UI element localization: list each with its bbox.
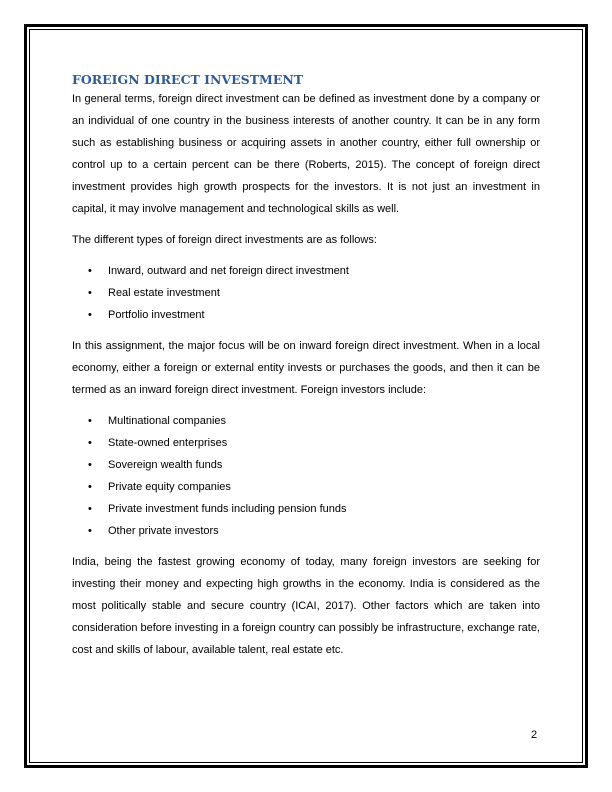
types-list [72, 260, 540, 326]
investors-list [72, 410, 540, 542]
list-item: • State-owned enterprises [72, 432, 540, 454]
list-item: • Inward, outward and net foreign direct investment [72, 260, 540, 282]
paragraph-inward-focus: In this assignment, the major focus will be on inward foreign direct investment. When in a local economy, either a foreign or external entity invests or purchases the goods, and then it can be termed as an inward foreign direct investment. Foreign investors include: [72, 340, 540, 396]
bullet-icon: • [88, 503, 92, 515]
bullet-icon: • [88, 525, 92, 537]
bullet-icon: • [88, 415, 92, 427]
bullet-icon: • [88, 287, 92, 299]
page-number: 2 [531, 729, 538, 741]
bullet-icon: • [88, 309, 92, 321]
bullet-icon: • [88, 265, 92, 277]
document-body [72, 72, 540, 661]
bullet-icon: • [88, 459, 92, 471]
list-item: • Portfolio investment [72, 304, 540, 326]
paragraph-definition: In general terms, foreign direct investment can be defined as investment done by a company or an individual of one country in the business interests of another country. It can be in any form such as establishing business or acquiring assets in another country, either full ownership or control up to a certain percent can be there (Roberts, 2015). The concept of foreign direct investment provides high growth prospects for the investors. It is not just an investment in capital, it may involve management and technological skills as well. [72, 93, 540, 215]
paragraph-types-intro: The different types of foreign direct investments are as follows: [72, 234, 377, 246]
bullet-icon: • [88, 437, 92, 449]
list-item: • Private investment funds including pension funds [72, 498, 540, 520]
list-item: • Multinational companies [72, 410, 540, 432]
paragraph-india: India, being the fastest growing economy of today, many foreign investors are seeking for investing their money and expecting high growths in the economy. India is considered as the most politically stable and secure country (ICAI, 2017). Other factors which are taken into consideration before investing in a foreign country can possibly be infrastructure, exchange rate, cost and skills of labour, available talent, real estate etc. [72, 556, 540, 656]
list-item: • Other private investors [72, 520, 540, 542]
list-item: • Private equity companies [72, 476, 540, 498]
section-heading: FOREIGN DIRECT INVESTMENT [72, 72, 304, 87]
bullet-icon: • [88, 481, 92, 493]
list-item: • Sovereign wealth funds [72, 454, 540, 476]
list-item: • Real estate investment [72, 282, 540, 304]
